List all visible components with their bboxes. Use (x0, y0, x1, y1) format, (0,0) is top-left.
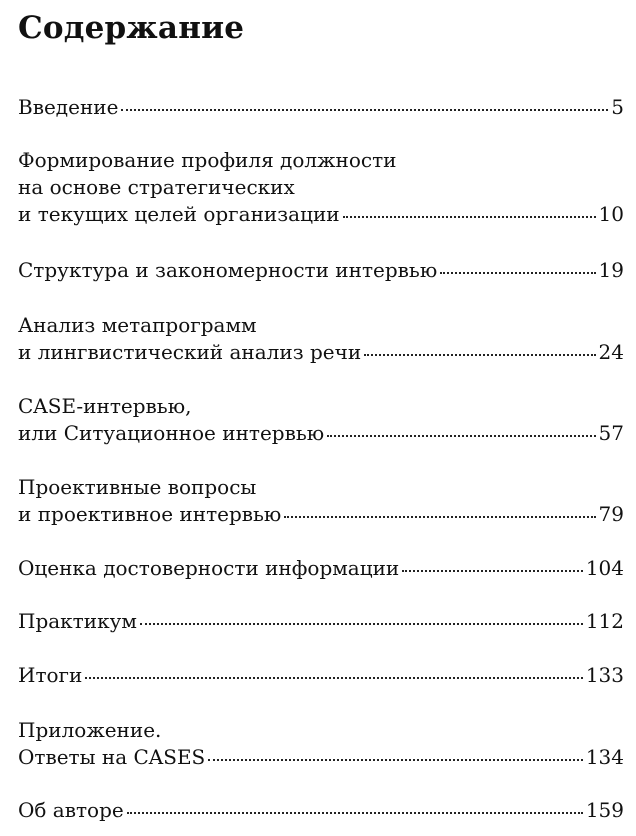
toc-page-number: 57 (598, 421, 624, 445)
dot-leader (121, 109, 608, 111)
toc-entry-reliability[interactable] (18, 555, 624, 582)
toc-page-number: 159 (585, 798, 624, 822)
toc-entry-metaprograms[interactable] (18, 312, 624, 366)
toc-page-number: 19 (598, 258, 624, 282)
toc-entry-appendix[interactable] (18, 717, 624, 771)
toc-page-number: 104 (585, 556, 624, 580)
toc-entry-label: CASE-интервью, (18, 394, 192, 418)
toc-entry-label: и проективное интервью (18, 502, 282, 526)
toc-page-number: 79 (598, 502, 624, 526)
toc-entry-introduction[interactable] (18, 94, 624, 121)
page-title: Содержание (18, 10, 245, 46)
toc-entry-label: Итоги (18, 663, 83, 687)
toc-page-number: 134 (585, 745, 624, 769)
toc-entry-label: или Ситуационное интервью (18, 421, 325, 445)
toc-page-number: 112 (585, 609, 624, 633)
dot-leader (140, 623, 583, 625)
dot-leader (343, 216, 596, 218)
toc-entry-about-author[interactable] (18, 797, 624, 824)
dot-leader (364, 354, 595, 356)
dot-leader (402, 570, 583, 572)
toc-page-number: 5 (611, 95, 624, 119)
toc-entry-label: Приложение. (18, 718, 162, 742)
toc-entry-interview-structure[interactable] (18, 257, 624, 284)
toc-entry-summary[interactable] (18, 662, 624, 689)
toc-entry-case-interview[interactable] (18, 393, 624, 447)
toc-entry-label: Анализ метапрограмм (18, 313, 257, 337)
toc-entry-job-profile[interactable] (18, 147, 624, 228)
toc-page-number: 24 (598, 340, 624, 364)
dot-leader (440, 272, 595, 274)
dot-leader (327, 435, 595, 437)
toc-entry-label: и лингвистический анализ речи (18, 340, 362, 364)
toc-entry-label: Практикум (18, 609, 137, 633)
toc-entry-label: на основе стратегических (18, 175, 295, 199)
toc-entry-projective-questions[interactable] (18, 474, 624, 528)
dot-leader (85, 677, 582, 679)
toc-entry-label: Введение (18, 95, 119, 119)
dot-leader (127, 812, 583, 814)
toc-entry-label: Оценка достоверности информации (18, 556, 400, 580)
toc-entry-label: Проективные вопросы (18, 475, 257, 499)
toc-page-number: 10 (598, 202, 624, 226)
toc-page-number: 133 (585, 663, 624, 687)
toc-entry-workshop[interactable] (18, 608, 624, 635)
toc-entry-label: Ответы на CASES (18, 745, 206, 769)
toc-entry-label: Об авторе (18, 798, 124, 822)
toc-entry-label: и текущих целей организации (18, 202, 340, 226)
toc-entry-label: Формирование профиля должности (18, 148, 397, 172)
toc-entry-label: Структура и закономерности интервью (18, 258, 438, 282)
table-of-contents-page (18, 0, 624, 836)
dot-leader (284, 516, 595, 518)
dot-leader (208, 759, 583, 761)
